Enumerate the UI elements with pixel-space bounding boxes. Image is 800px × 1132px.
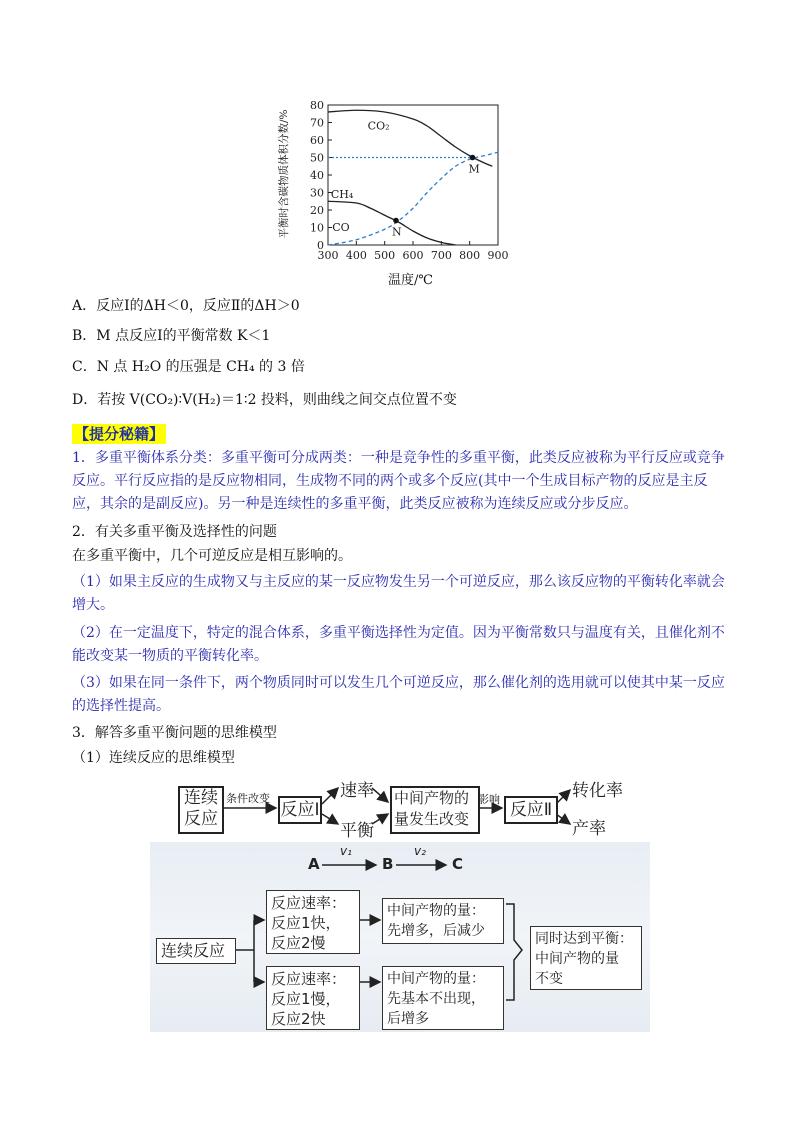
y-tick-label: 0	[317, 239, 324, 252]
continuous-reaction-box: 连续 反应	[178, 786, 224, 834]
option-b: B．M 点反应Ⅰ的平衡常数 K＜1	[72, 328, 271, 344]
option-c: C．N 点 H₂O 的压强是 CH₄ 的 3 倍	[72, 359, 305, 375]
species-a: A	[308, 855, 320, 873]
condition-change-label: 条件改变	[226, 792, 270, 805]
x-tick-label: 700	[430, 249, 452, 262]
paragraph-4: （1）如果主反应的生成物又与主反应的某一反应物发生另一个可逆反应，那么该反应物的平衡转化率就会增大。	[72, 574, 725, 613]
point-n	[393, 218, 399, 224]
reaction-1-box: 反应Ⅰ	[278, 796, 322, 824]
equilibrium-label: 平衡	[340, 821, 374, 841]
y-tick-label: 30	[310, 186, 324, 200]
paragraph-8: （1）连续反应的思维模型	[72, 750, 235, 766]
yield-label: 产率	[572, 819, 606, 839]
y-tick-label: 40	[310, 169, 324, 182]
x-tick-label: 800	[459, 249, 481, 262]
paragraph-3: 在多重平衡中，几个可逆反应是相互影响的。	[72, 548, 352, 564]
x-tick-label: 900	[487, 249, 509, 262]
series-label-ch4: CH₄	[330, 187, 354, 201]
rate-v1: v₁	[340, 844, 352, 858]
y-tick-label: 80	[310, 99, 324, 112]
paragraph-2: 2．有关多重平衡及选择性的问题	[72, 524, 277, 540]
option-a: A．反应Ⅰ的ΔH＜0，反应Ⅱ的ΔH＞0	[72, 298, 300, 314]
result-increase-decrease-box: 中间产物的量： 先增多，后减少	[382, 898, 504, 944]
species-b: B	[382, 855, 394, 873]
series-label-co2: CO₂	[367, 119, 390, 133]
y-tick-label: 60	[310, 134, 324, 147]
result-appear-later-box: 中间产物的量： 先基本不出现， 后增多	[382, 966, 504, 1030]
y-tick-label: 70	[310, 116, 324, 130]
x-axis-label: 温度/℃	[388, 273, 433, 288]
affects-label: 影响	[478, 793, 500, 806]
x-tick-label: 400	[345, 249, 367, 262]
point-label-n: N	[392, 225, 402, 239]
y-tick-label: 20	[310, 204, 324, 217]
option-d: D．若按 V(CO₂)∶V(H₂)＝1∶2 投料，则曲线之间交点位置不变	[72, 392, 457, 408]
continuous-reaction-diagram	[150, 842, 650, 1032]
x-tick-label: 300	[317, 249, 339, 262]
y-tick-label: 10	[310, 221, 324, 235]
paragraph-7: 3．解答多重平衡问题的思维模型	[72, 725, 277, 741]
paragraph-1: 1．多重平衡体系分类：多重平衡可分成两类：一种是竞争性的多重平衡，此类反应被称为平行反应或竞争反应。平行反应指的是反应物相同，生成物不同的两个或多个反应(其中一个生成目标产物的反应是主反应，其余的是副反应)。另一种是连续性的多重平衡，此类反应被称为连续反应或分步反应。	[72, 450, 725, 512]
equilibrium-chart	[280, 95, 520, 290]
y-axis-label: 平衡时含碳物质体积分数/%	[278, 109, 290, 239]
paragraph-6: （3）如果在同一条件下，两个物质同时可以发生几个可逆反应，那么催化剂的选用就可以使其中某一反应的选择性提高。	[72, 675, 725, 714]
conversion-label: 转化率	[572, 781, 623, 801]
x-tick-label: 600	[402, 249, 424, 262]
conclusion-box: 同时达到平衡： 中间产物的量 不变	[530, 926, 642, 990]
species-c: C	[452, 855, 464, 873]
series-label-co: CO	[332, 221, 350, 234]
case-fast-slow-box: 反应速率： 反应1快， 反应2慢	[266, 890, 360, 954]
paragraph-5: （2）在一定温度下，特定的混合体系，多重平衡选择性为定值。因为平衡常数只与温度有关，且催化剂不能改变某一物质的平衡转化率。	[72, 625, 725, 664]
rate-v2: v₂	[414, 844, 426, 858]
main-continuous-box: 连续反应	[156, 938, 236, 964]
case-slow-fast-box: 反应速率： 反应1慢， 反应2快	[266, 966, 360, 1030]
y-tick-label: 50	[310, 151, 324, 165]
intermediate-change-box: 中间产物的 量发生改变	[390, 786, 480, 834]
x-tick-label: 500	[374, 249, 396, 262]
reaction-2-box: 反应Ⅱ	[504, 796, 558, 824]
reaction-flow-diagram	[176, 774, 626, 841]
rate-label: 速率	[340, 781, 374, 801]
section-title: 【提分秘籍】	[74, 425, 165, 443]
point-m	[470, 155, 476, 161]
point-label-m: M	[468, 162, 480, 176]
